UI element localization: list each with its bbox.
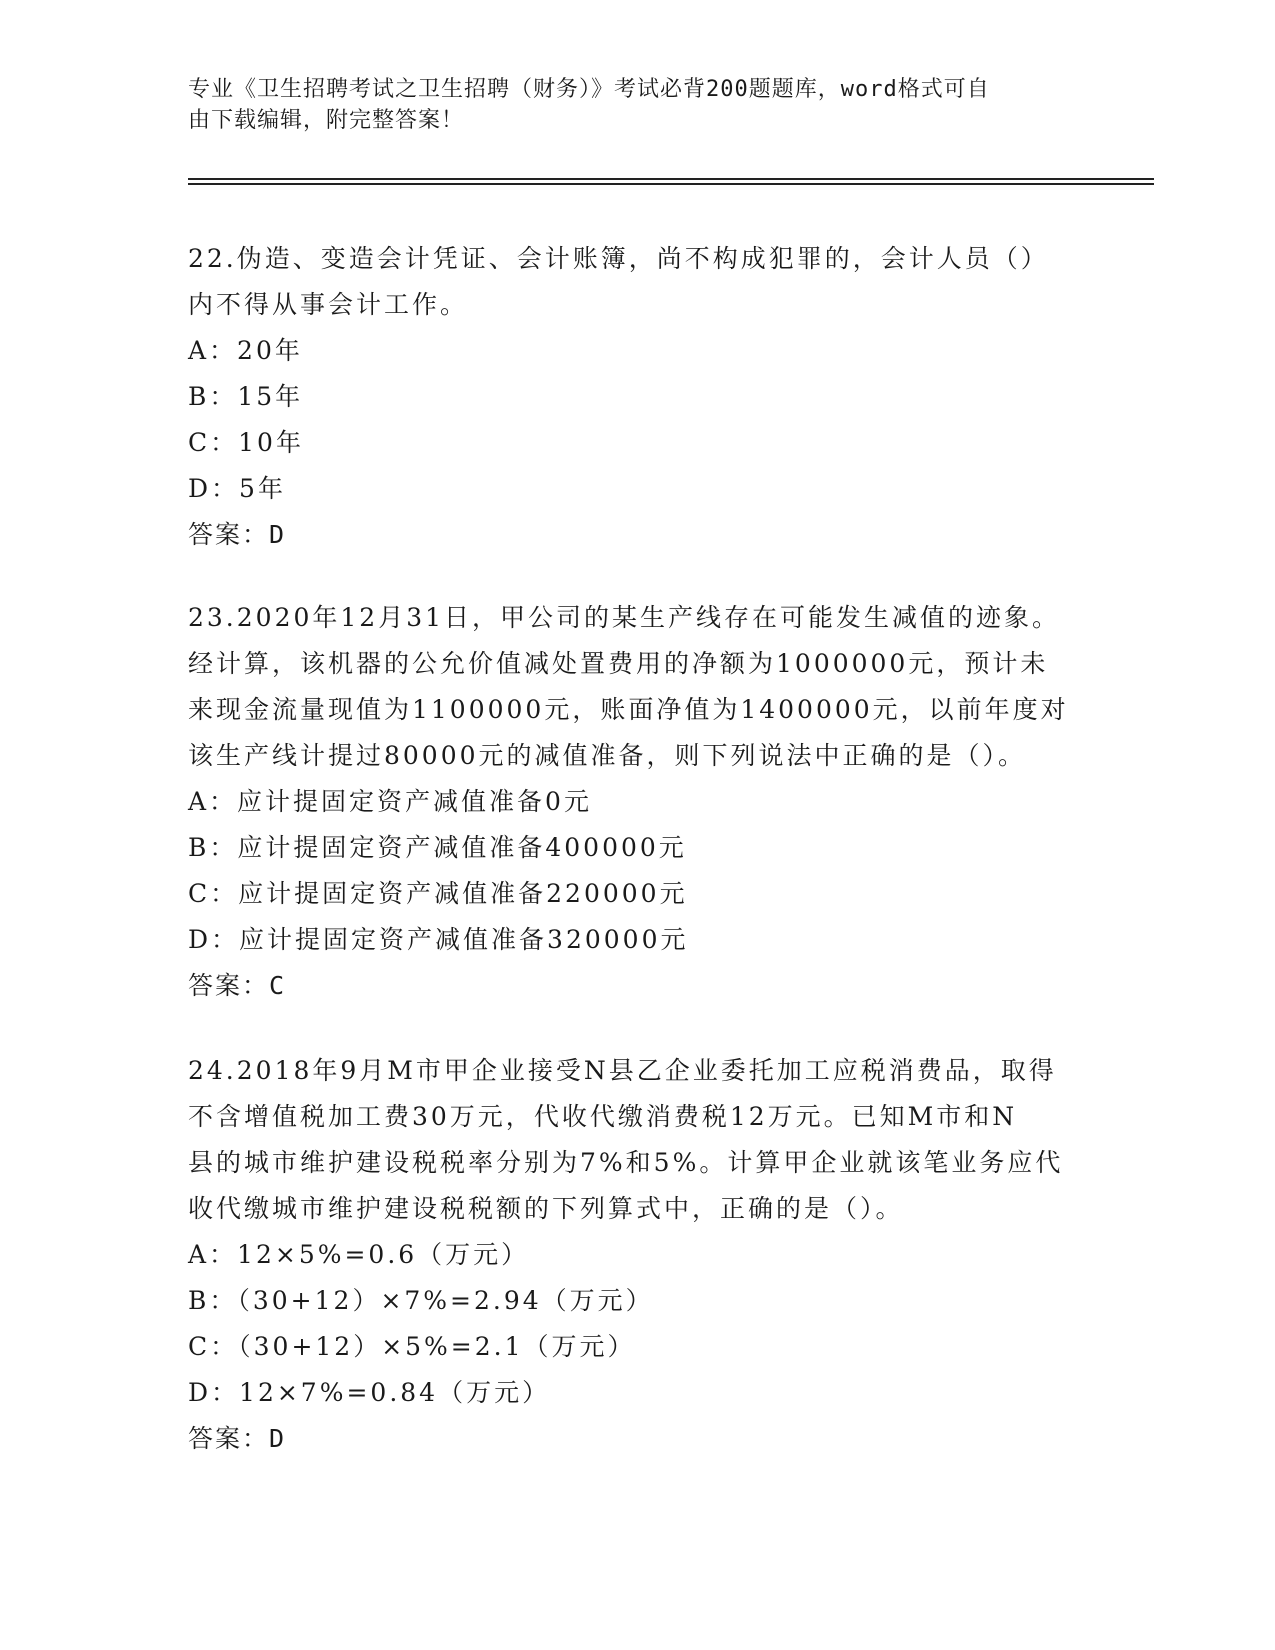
question-stem-line: 来现金流量现值为1100000元，账面净值为1400000元，以前年度对 (188, 695, 1069, 724)
header-line-1: 专业《卫生招聘考试之卫生招聘（财务）》考试必背200题题库，word格式可自 (188, 77, 990, 102)
option-a: A：20年 (188, 336, 303, 365)
header-line-2: 由下载编辑，附完整答案！ (188, 108, 465, 133)
option-a: A：应计提固定资产减值准备0元 (188, 787, 592, 816)
answer-line: 答案：C (188, 971, 287, 1000)
option-c: C：（30+12）×5%=2.1（万元） (188, 1332, 636, 1361)
question-stem-line: 23.2020年12月31日，甲公司的某生产线存在可能发生减值的迹象。 (188, 603, 1061, 632)
answer-line: 答案：D (188, 520, 287, 549)
question-stem-line: 22.伪造、变造会计凭证、会计账簿，尚不构成犯罪的，会计人员（） (188, 244, 1049, 273)
header-divider-top (188, 178, 1154, 180)
question-stem-line: 24.2018年9月M市甲企业接受N县乙企业委托加工应税消费品，取得 (188, 1056, 1057, 1085)
question-24 (188, 1048, 1088, 1462)
question-stem-line: 收代缴城市维护建设税税额的下列算式中，正确的是（）。 (188, 1194, 904, 1223)
option-d: D：应计提固定资产减值准备320000元 (188, 925, 689, 954)
document-header (188, 74, 1088, 136)
question-stem-line: 内不得从事会计工作。 (188, 290, 469, 319)
option-b: B：15年 (188, 382, 304, 411)
option-d: D：5年 (188, 474, 286, 503)
option-c: C：10年 (188, 428, 304, 457)
question-stem-line: 不含增值税加工费30万元，代收代缴消费税12万元。已知M市和N (188, 1102, 1018, 1131)
header-divider-bottom (188, 183, 1154, 185)
option-b: B：（30+12）×7%=2.94（万元） (188, 1286, 654, 1315)
question-22 (188, 236, 1088, 558)
answer-line: 答案：D (188, 1424, 287, 1453)
option-c: C：应计提固定资产减值准备220000元 (188, 879, 688, 908)
option-b: B：应计提固定资产减值准备400000元 (188, 833, 687, 862)
question-stem-line: 经计算，该机器的公允价值减处置费用的净额为1000000元，预计未 (188, 649, 1049, 678)
question-stem-line: 该生产线计提过80000元的减值准备，则下列说法中正确的是（）。 (188, 741, 1027, 770)
option-d: D：12×7%=0.84（万元） (188, 1378, 551, 1407)
question-23 (188, 595, 1088, 1009)
question-stem-line: 县的城市维护建设税税率分别为7%和5%。计算甲企业就该笔业务应代 (188, 1148, 1064, 1177)
option-a: A：12×5%=0.6（万元） (188, 1240, 530, 1269)
